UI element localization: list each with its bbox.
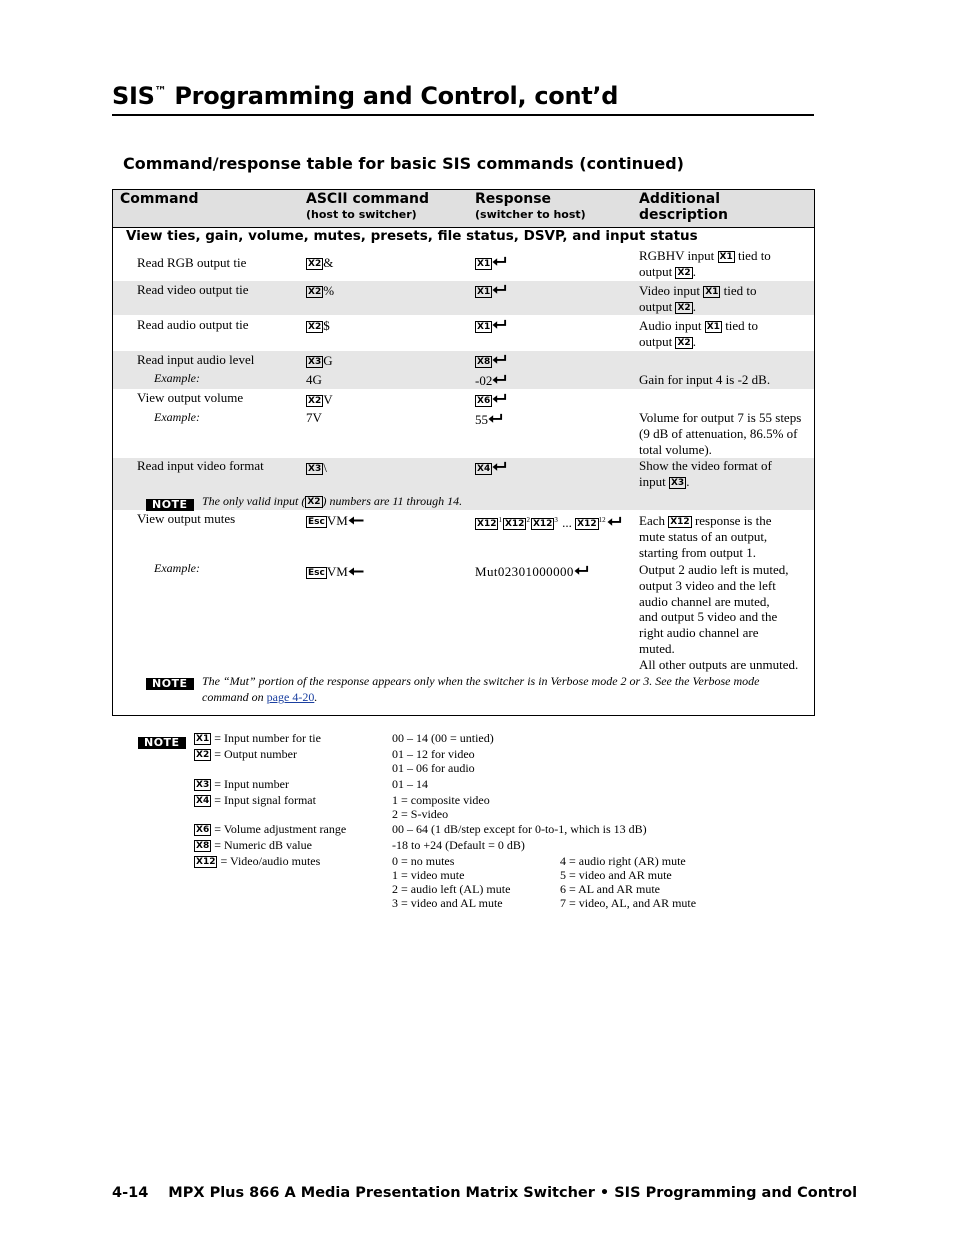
header-response-sub: (switcher to host) [475,208,586,221]
x1-box: X1 [477,259,491,269]
legend-x6: X6 = Volume adjustment range [196,822,347,836]
page-number: 4-14 [112,1185,149,1201]
x12-box: X12 [670,517,690,527]
x1-box: X1 [196,734,210,744]
x3-box: X3 [308,357,322,367]
x2-box: X2 [677,302,691,313]
legend-x2: X2 = Output number [196,747,297,761]
ex-desc-level: Gain for input 4 is -2 dB. [639,372,771,387]
legend-x3-values: 01 – 14 [392,777,428,791]
ascii-volume: X2 V [308,392,333,407]
cmd-audio-level: Read input audio level [137,352,255,367]
esc-key-box: Esc [308,517,325,527]
legend-x8-values: -18 to +24 (Default = 0 dB) [392,838,525,852]
legend-x3: X3 = Input number [196,777,289,791]
enter-icon [574,565,589,576]
x4-box: X4 [477,464,491,474]
x12-box: X12 [577,519,597,529]
x4-box: X4 [196,796,210,806]
ex-resp-volume: 55 [475,412,503,428]
ex-resp-level: -02 [475,373,507,389]
x8-box: X8 [477,357,491,367]
legend-x6-values: 00 – 64 (1 dB/step except for 0-to-1, which is 13 dB) [392,822,647,836]
note-badge: NOTE [146,674,194,692]
legend-x1-values: 00 – 14 (00 = untied) [392,731,494,745]
enter-icon [492,461,507,472]
resp-video-format [475,460,507,476]
x3-box: X3 [308,464,322,474]
enter-icon [492,354,507,365]
esc-key-box: Esc [308,568,325,578]
resp-video [475,283,507,299]
title-rule [112,114,814,116]
page-footer [112,1185,857,1201]
cmd-video: Read video output tie [137,282,249,297]
x12-box: X12 [477,519,497,529]
ascii-audio: X2 $ [308,318,330,333]
resp-volume [475,392,507,408]
legend-x12-values-2: 4 = audio right (AR) mute 5 = video and AR mute 6 = AL and AR mute 7 = video, AL, and AR mute [560,854,697,910]
ascii-video-format: X3 \ [308,460,327,475]
x2-box: X2 [308,287,322,297]
x2-box: X2 [677,337,691,348]
footer-text: MPX Plus 866 A Media Presentation Matrix Switcher • SIS Programming and Control [168,1185,858,1201]
ex-ascii-volume: 7V [306,410,322,425]
x12-box: X12 [504,519,525,529]
legend-x2-values: 01 – 12 for video 01 – 06 for audio [392,747,475,775]
header-command: Command [120,191,199,207]
cmd-rgb: Read RGB output tie [137,255,247,270]
x1-box: X1 [719,252,733,262]
example-label: Example: [154,371,200,385]
cmd-volume: View output volume [137,390,244,405]
x6-box: X6 [477,396,491,406]
group-heading: View ties, gain, volume, mutes, presets, file status, DSVP, and input status [126,228,698,244]
resp-output-mutes: X12 $^1$ X12 $^2$ X12 $^3$ ... X12 $^{12}$ [475,513,622,531]
ascii-output-mutes: Esc VM [306,513,364,529]
desc-video: Video input X1 tied to output X2 . [639,283,757,314]
x2-box: X2 [308,396,322,406]
legend-x1: X1 = Input number for tie [196,731,321,745]
x1-box: X1 [477,287,491,297]
x2-box: X2 [196,750,210,760]
legend-x8: X8 = Numeric dB value [196,838,312,852]
enter-icon [492,319,507,330]
note-valid-inputs: The only valid input ( X2 ) numbers are 11 through 14. [202,494,463,508]
header-response: Response [475,191,552,207]
desc-output-mutes: Each X12 response is the mute status of an output, starting from output 1. [639,513,772,560]
cmd-video-format: Read input video format [137,458,264,473]
ex-desc-volume: Volume for output 7 is 55 steps (9 dB of attenuation, 86.5% of total volume). [639,410,802,457]
section-title: Command/response table for basic SIS commands (continued) [123,154,684,173]
x2-box: X2 [308,322,322,332]
x1-box: X1 [706,322,720,332]
x2-box: X2 [677,267,691,278]
enter-icon [492,256,507,267]
ascii-audio-level: X3 G [308,353,333,368]
left-arrow-icon [348,516,364,525]
enter-icon [488,413,503,424]
cmd-output-mutes: View output mutes [137,511,236,526]
enter-icon [492,374,507,385]
x12-box: X12 [196,857,216,867]
x8-box: X8 [196,841,210,851]
legend-x4: X4 = Input signal format [196,793,316,807]
page-link[interactable]: page 4-20 [266,690,315,704]
ex-ascii-level: 4G [306,372,322,387]
example-label: Example: [154,410,200,424]
command-table [112,189,815,716]
header-ascii: ASCII command [306,191,430,207]
enter-icon [607,516,622,527]
enter-icon [492,284,507,295]
desc-rgb: RGBHV input X1 tied to output X2 . [639,248,771,279]
header-description: description [639,207,728,223]
enter-icon [492,393,507,404]
resp-audio [475,318,507,334]
ex-resp-mutes: Mut02301000000 [475,564,589,580]
x1-box: X1 [477,322,491,332]
example-label: Example: [154,561,200,575]
desc-video-format: Show the video format of input X3 . [639,458,772,489]
x12-box: X12 [532,519,553,529]
ascii-rgb: X2 & [308,255,334,270]
resp-audio-level [475,353,507,369]
ex-desc-mutes: Output 2 audio left is muted, output 3 video and the left audio channel are muted, and output 5 video and the right audio channel are muted. All other outputs are unmuted. [639,562,799,672]
x6-box: X6 [196,825,210,835]
note-verbose: The “Mut” portion of the response appears only when the switcher is in Verbose mode 2 or 3. See the Verbose mode command on page 4-20. [202,674,760,704]
legend-x12: X12 = Video/audio mutes [196,854,321,868]
ex-ascii-mutes: Esc VM [306,564,364,580]
resp-rgb [475,255,507,271]
legend-x4-values: 1 = composite video 2 = S-video [392,793,490,821]
left-arrow-icon [348,567,364,576]
x3-box: X3 [670,477,685,488]
x3-box: X3 [196,780,210,790]
x1-box: X1 [705,287,719,297]
legend-x12-values: 0 = no mutes 1 = video mute 2 = audio left (AL) mute 3 = video and AL mute [392,854,511,910]
legend-note-badge: NOTE [138,733,186,751]
x2-box: X2 [307,497,321,507]
header-additional: Additional [639,191,720,207]
ascii-video: X2 % [308,283,335,298]
note-badge: NOTE [146,495,194,513]
cmd-audio: Read audio output tie [137,317,249,332]
desc-audio: Audio input X1 tied to output X2 . [639,318,759,349]
x2-box: X2 [308,259,322,269]
page-title: SIS™ Programming and Control, cont’d [112,82,619,110]
header-ascii-sub: (host to switcher) [306,208,417,221]
